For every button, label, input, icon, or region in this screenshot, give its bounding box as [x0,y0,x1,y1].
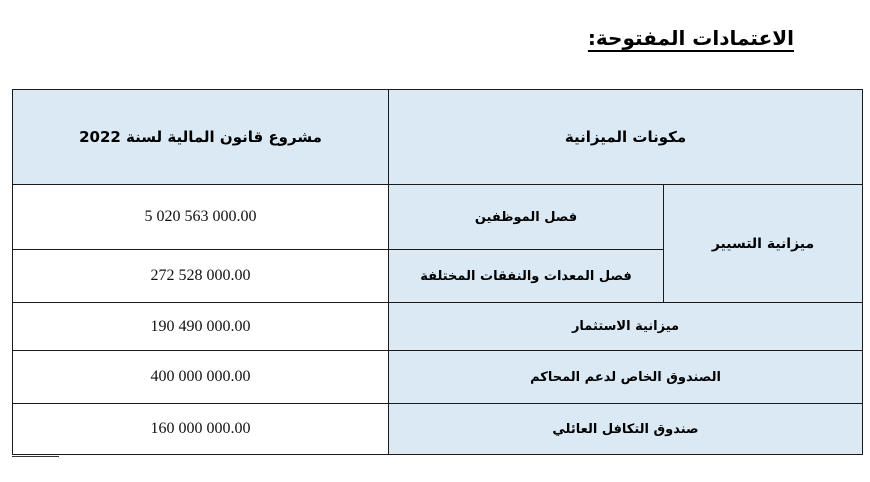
table-row [13,351,863,404]
footnote-divider [12,456,59,457]
value-cell: 400 000 000.00 [13,351,389,404]
table-header-row [13,90,863,185]
table-row [13,303,863,351]
table-row [13,404,863,455]
label-cell: صندوق التكافل العائلي [389,404,863,455]
header-values-cell: مشروع قانون المالية لسنة 2022 [13,90,389,185]
value-cell: 5 020 563 000.00 [13,185,389,250]
operating-budget-cell: ميزانية التسيير [664,185,863,303]
label-cell: فصل الموظفين [389,185,664,250]
page-title: الاعتمادات المفتوحة: [587,26,794,50]
value-cell: 190 490 000.00 [13,303,389,351]
table-row [13,185,863,250]
value-cell: 272 528 000.00 [13,250,389,303]
header-components-cell: مكونات الميزانية [389,90,863,185]
label-cell: الصندوق الخاص لدعم المحاكم [389,351,863,404]
label-cell: ميزانية الاستثمار [389,303,863,351]
value-cell: 160 000 000.00 [13,404,389,455]
label-cell: فصل المعدات والنفقات المختلفة [389,250,664,303]
budget-table [12,89,863,455]
